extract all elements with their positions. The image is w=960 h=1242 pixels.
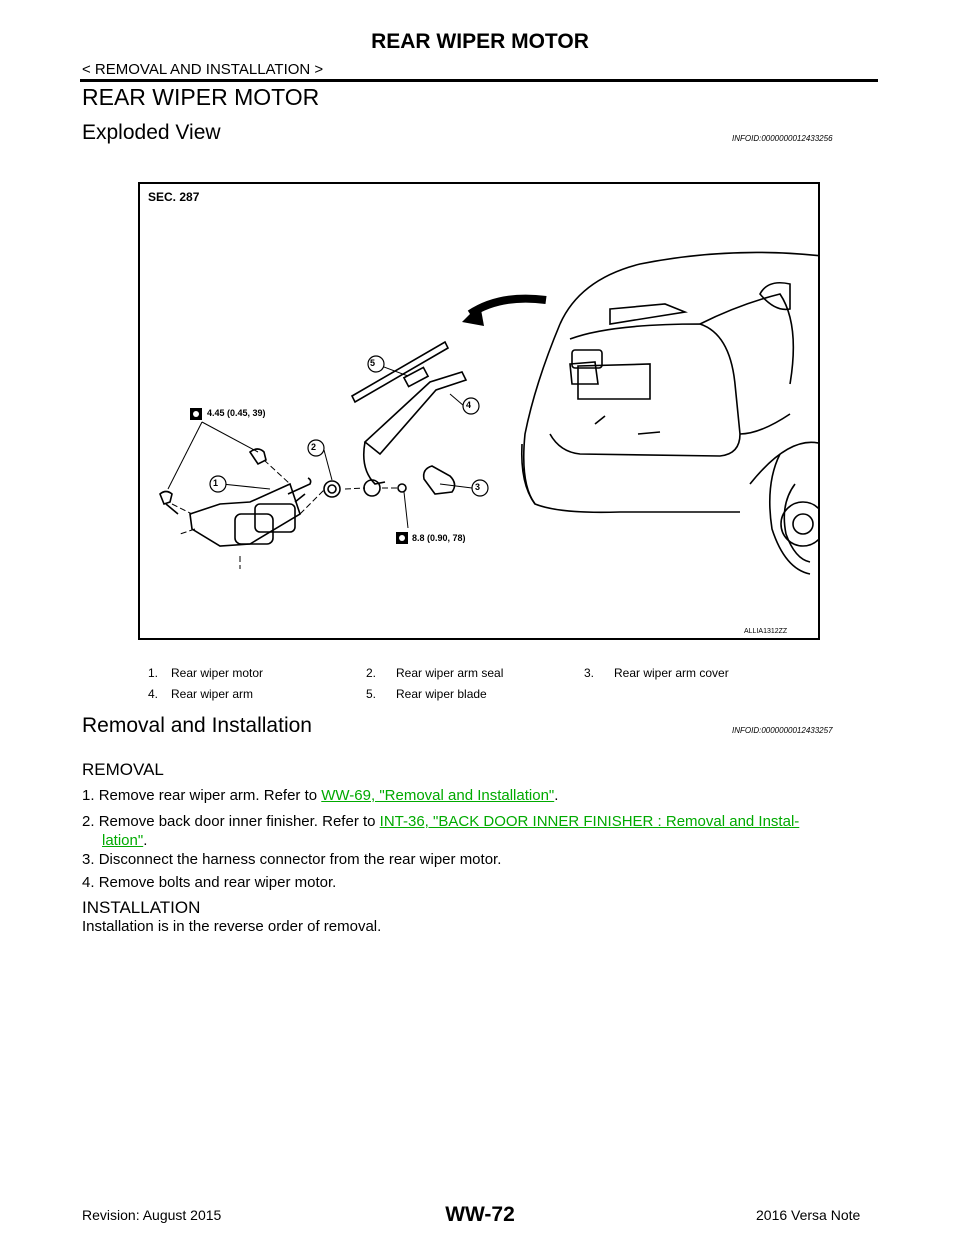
callout-4: 4 <box>466 400 472 410</box>
legend-num: 2. <box>366 666 377 680</box>
figure-code: ALLIA1312ZZ <box>744 628 788 635</box>
step-text: Remove bolts and rear wiper motor. <box>98 874 337 891</box>
installation-heading: INSTALLATION <box>82 898 201 917</box>
exploded-view-figure <box>138 182 820 640</box>
removal-installation-heading: Removal and Installation <box>82 714 312 737</box>
step-text-after: . <box>554 787 559 804</box>
torque-icon-1 <box>190 408 202 420</box>
exploded-view-heading: Exploded View <box>82 121 221 144</box>
installation-text: Installation is in the reverse order of removal. <box>82 918 382 935</box>
step-text: Disconnect the harness connector from the rear wiper motor. <box>98 851 502 868</box>
page-header-title: REAR WIPER MOTOR <box>371 30 589 53</box>
step-text: Remove back door inner finisher. Refer to <box>98 813 380 830</box>
step-number: 4. <box>82 874 95 891</box>
removal-step-1 <box>82 787 882 804</box>
breadcrumb: < REMOVAL AND INSTALLATION > <box>82 61 324 78</box>
callout-1: 1 <box>213 478 219 488</box>
legend-label: Rear wiper motor <box>171 666 264 680</box>
legend-num: 4. <box>148 687 159 701</box>
callout-5: 5 <box>370 358 376 368</box>
legend-num: 3. <box>584 666 595 680</box>
step-number: 2. <box>82 813 95 830</box>
section-title: REAR WIPER MOTOR <box>82 84 320 110</box>
callout-2: 2 <box>311 442 317 452</box>
torque-spec-2: 8.8 (0.90, 78) <box>412 533 466 543</box>
legend-label: Rear wiper arm <box>171 687 254 701</box>
removal-step-2-continued <box>102 832 902 849</box>
link-ww-69[interactable]: WW-69, "Removal and Installation" <box>321 787 555 804</box>
header-divider <box>80 79 878 82</box>
footer-revision: Revision: August 2015 <box>82 1207 222 1223</box>
callout-3: 3 <box>475 482 481 492</box>
removal-step-2 <box>82 813 882 830</box>
link-int-36[interactable]: INT-36, "BACK DOOR INNER FINISHER : Removal and Instal- <box>379 813 800 830</box>
link-int-36-continued[interactable]: lation" <box>102 832 144 849</box>
removal-step-4 <box>82 874 882 891</box>
exploded-view-infoid: INFOID:0000000012433256 <box>732 134 833 143</box>
footer-model: 2016 Versa Note <box>756 1207 861 1223</box>
torque-icon-2 <box>396 532 408 544</box>
step-number: 1. <box>82 787 95 804</box>
step-text-after: . <box>143 832 148 849</box>
removal-heading: REMOVAL <box>82 760 164 779</box>
removal-installation-infoid: INFOID:0000000012433257 <box>732 726 833 735</box>
step-number: 3. <box>82 851 95 868</box>
footer-page-number: WW-72 <box>445 1203 515 1226</box>
legend-label: Rear wiper arm cover <box>614 666 729 680</box>
legend-label: Rear wiper blade <box>396 687 487 701</box>
step-text: Remove rear wiper arm. Refer to <box>98 787 322 804</box>
removal-step-3 <box>82 851 882 868</box>
section-label: SEC. 287 <box>148 190 200 204</box>
legend-label: Rear wiper arm seal <box>396 666 504 680</box>
legend-num: 5. <box>366 687 377 701</box>
torque-spec-1: 4.45 (0.45, 39) <box>207 408 266 418</box>
legend-num: 1. <box>148 666 159 680</box>
